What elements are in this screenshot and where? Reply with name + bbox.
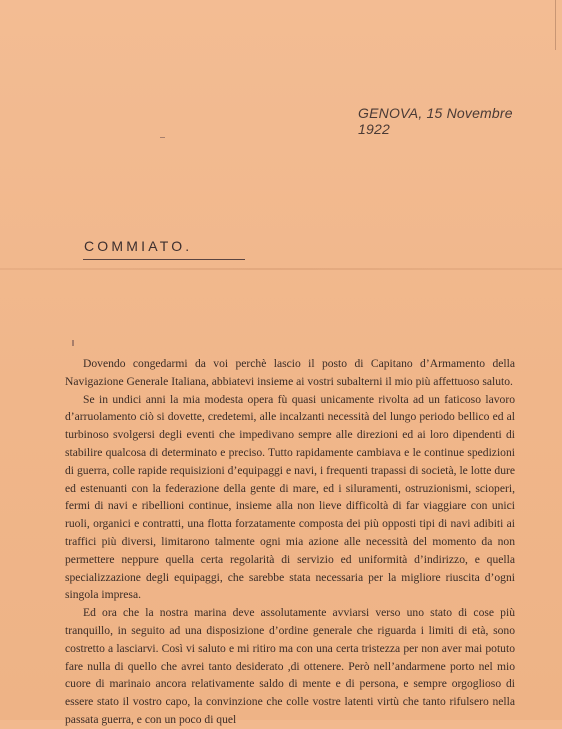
- paragraph: Dovendo congedarmi da voi perchè lascio il posto di Capitano d’Armamento della Navigazione Generale Italiana, abbiatevi insieme ai vostri subalterni il mio più affettuoso saluto.: [65, 357, 515, 388]
- title-underline: [83, 259, 245, 260]
- paper-speck: [160, 137, 165, 138]
- paper-speck: [72, 340, 74, 346]
- page-edge-mark: [545, 0, 556, 50]
- paragraph: Ed ora che la nostra marina deve assolutamente avviarsi verso uno stato di cose più tranquillo, in seguito ad una disposizione d’ordine generale che riguarda i limiti di età, sono costretto a lasciarvi. Così vi saluto e mi ritiro ma con una certa tristezza per non aver mai potuto fare nulla di quello che avrei tanto desiderato ,di ottenere. Però nell’andarmene porto nel mio cuore di marinaio ancora relativamente saldo di mente e di persona, e sempre orgoglioso di essere stato il vostro capo, la convinzione che colle vostre latenti virtù che tanto rifulsero nella passata guerra, e con un poco di quel: [65, 606, 515, 726]
- letter-body: [65, 355, 515, 729]
- letter-dateline: GENOVA, 15 Novembre 1922: [358, 105, 513, 137]
- paper-fold-line: [0, 268, 562, 270]
- letter-title: COMMIATO.: [84, 238, 193, 254]
- paragraph: Se in undici anni la mia modesta opera fù quasi unicamente rivolta ad un faticoso lavoro d’arruolamento ciò si dovette, credetemi, alle incalzanti necessità del lungo periodo bellico ed al turbinoso svolgersi degli eventi che impedivano sempre alle direzioni ed ai loro dipendenti di stabilire qualcosa di determinato e preciso. Tutto rapidamente cambiava e le continue spedizioni di guerra, colle rapide requisizioni d’equipaggi e navi, i frequenti trapassi di società, le lotte dure ed estenuanti con la federazione della gente di mare, ed i siluramenti, ostruzionismi, scioperi, fermi di navi e ribellioni continue, insieme alla non lieve difficoltà di far viaggiare con unici ruoli, organici e contratti, una flotta forzatamente composta dei più opposti tipi di navi adibiti ai traffici più diversi, limitarono talmente ogni mia azione alle necessità del momento da non permettere neppure quella certa regolarità di servizio ed uniformità d’indirizzo, e quella specializzazione degli equipaggi, che sarebbe stata necessaria per la migliore riuscita d’ogni singola impresa.: [65, 392, 515, 602]
